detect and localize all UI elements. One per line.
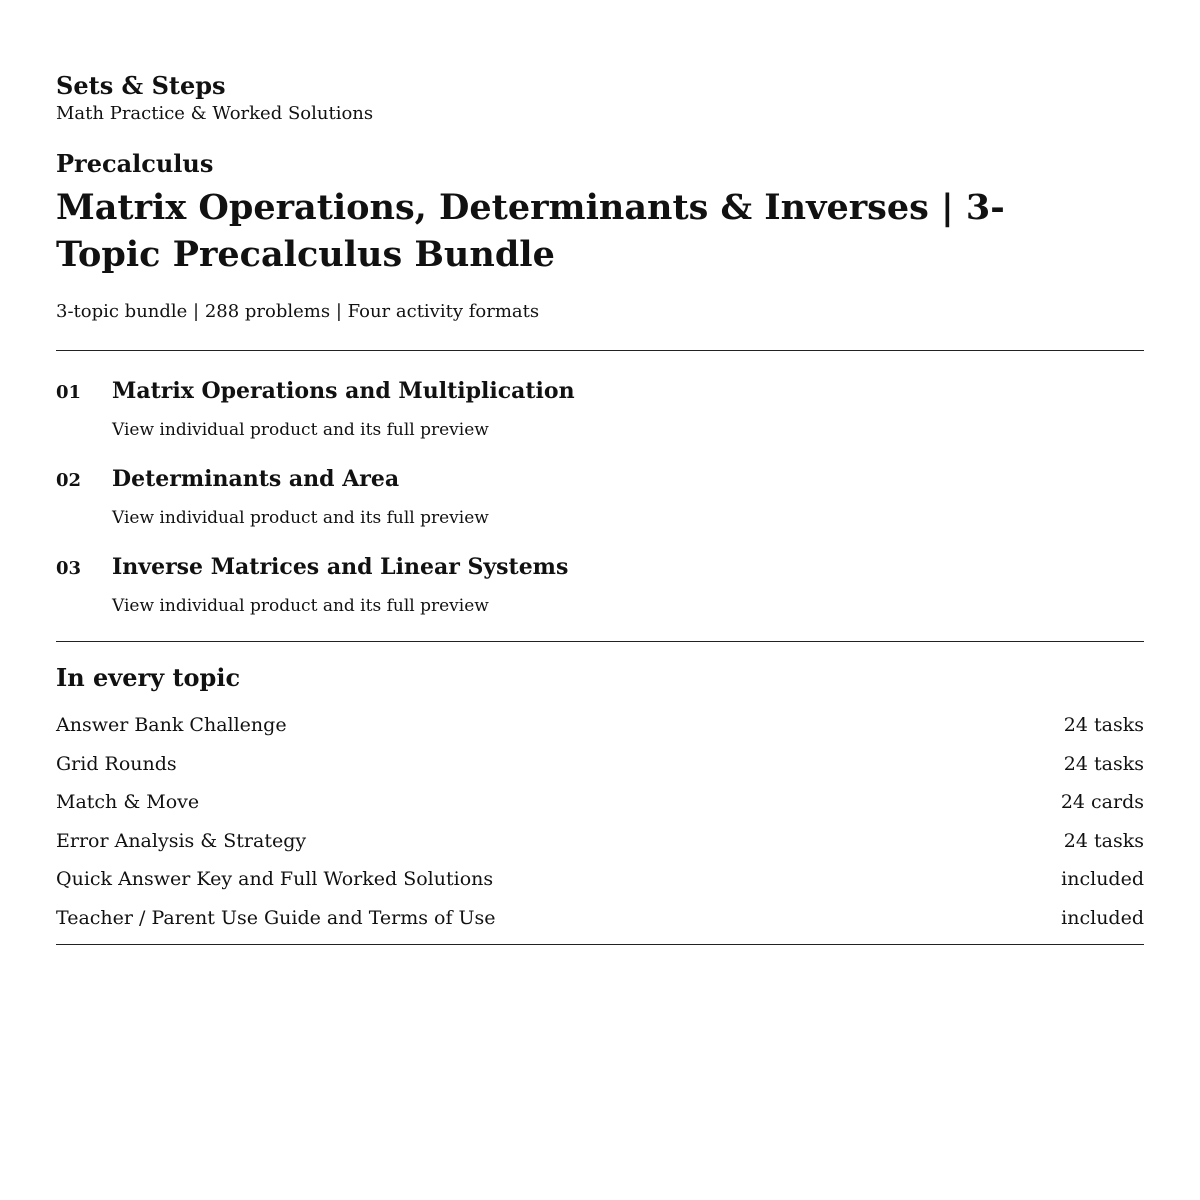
feature-label: Quick Answer Key and Full Worked Solutions <box>56 868 494 891</box>
topic-body <box>112 553 1144 617</box>
feature-label: Answer Bank Challenge <box>56 714 287 736</box>
brand-tagline: Math Practice & Worked Solutions <box>56 103 374 124</box>
view-product-link[interactable]: View individual product and its full preview <box>112 508 489 528</box>
topic-title: Matrix Operations and Multiplication <box>112 378 575 404</box>
feature-row <box>56 899 1144 938</box>
feature-label: Error Analysis & Strategy <box>56 829 307 852</box>
feature-label: Grid Rounds <box>56 752 177 775</box>
topic-number: 03 <box>56 558 82 579</box>
topic-item <box>56 553 1144 617</box>
divider-middle <box>56 641 1144 642</box>
divider-bottom <box>56 944 1144 945</box>
feature-value: 24 cards <box>1060 791 1144 814</box>
every-topic-section <box>56 664 1144 938</box>
brand-name: Sets & Steps <box>56 71 226 100</box>
topic-number: 01 <box>56 382 82 403</box>
feature-row <box>56 783 1144 822</box>
feature-label: Teacher / Parent Use Guide and Terms of Use <box>56 906 496 929</box>
feature-row <box>56 745 1144 784</box>
header <box>56 72 1144 324</box>
topic-item <box>56 377 1144 441</box>
feature-row <box>56 822 1144 861</box>
topic-body <box>112 377 1144 441</box>
feature-value: 24 tasks <box>1063 829 1144 852</box>
topic-list <box>56 351 1144 617</box>
view-product-link[interactable]: View individual product and its full preview <box>112 596 489 616</box>
feature-value: included <box>1061 868 1144 891</box>
topic-number: 02 <box>56 470 82 491</box>
every-topic-heading: In every topic <box>56 663 241 692</box>
feature-list <box>56 706 1144 938</box>
bundle-meta: 3-topic bundle | 288 problems | Four activity formats <box>56 301 540 322</box>
subject-label: Precalculus <box>56 149 214 178</box>
topic-item <box>56 465 1144 529</box>
view-product-link[interactable]: View individual product and its full preview <box>112 420 489 440</box>
page-title: Matrix Operations, Determinants & Inverses | 3-Topic Precalculus Bundle <box>56 187 1005 275</box>
feature-label: Match & Move <box>56 791 200 814</box>
feature-row <box>56 860 1144 899</box>
topic-title: Inverse Matrices and Linear Systems <box>112 554 569 580</box>
topic-body <box>112 465 1144 529</box>
feature-value: 24 tasks <box>1063 752 1144 775</box>
feature-row <box>56 706 1144 745</box>
feature-value: 24 tasks <box>1063 714 1144 736</box>
feature-value: included <box>1061 906 1144 929</box>
topic-title: Determinants and Area <box>112 466 400 492</box>
